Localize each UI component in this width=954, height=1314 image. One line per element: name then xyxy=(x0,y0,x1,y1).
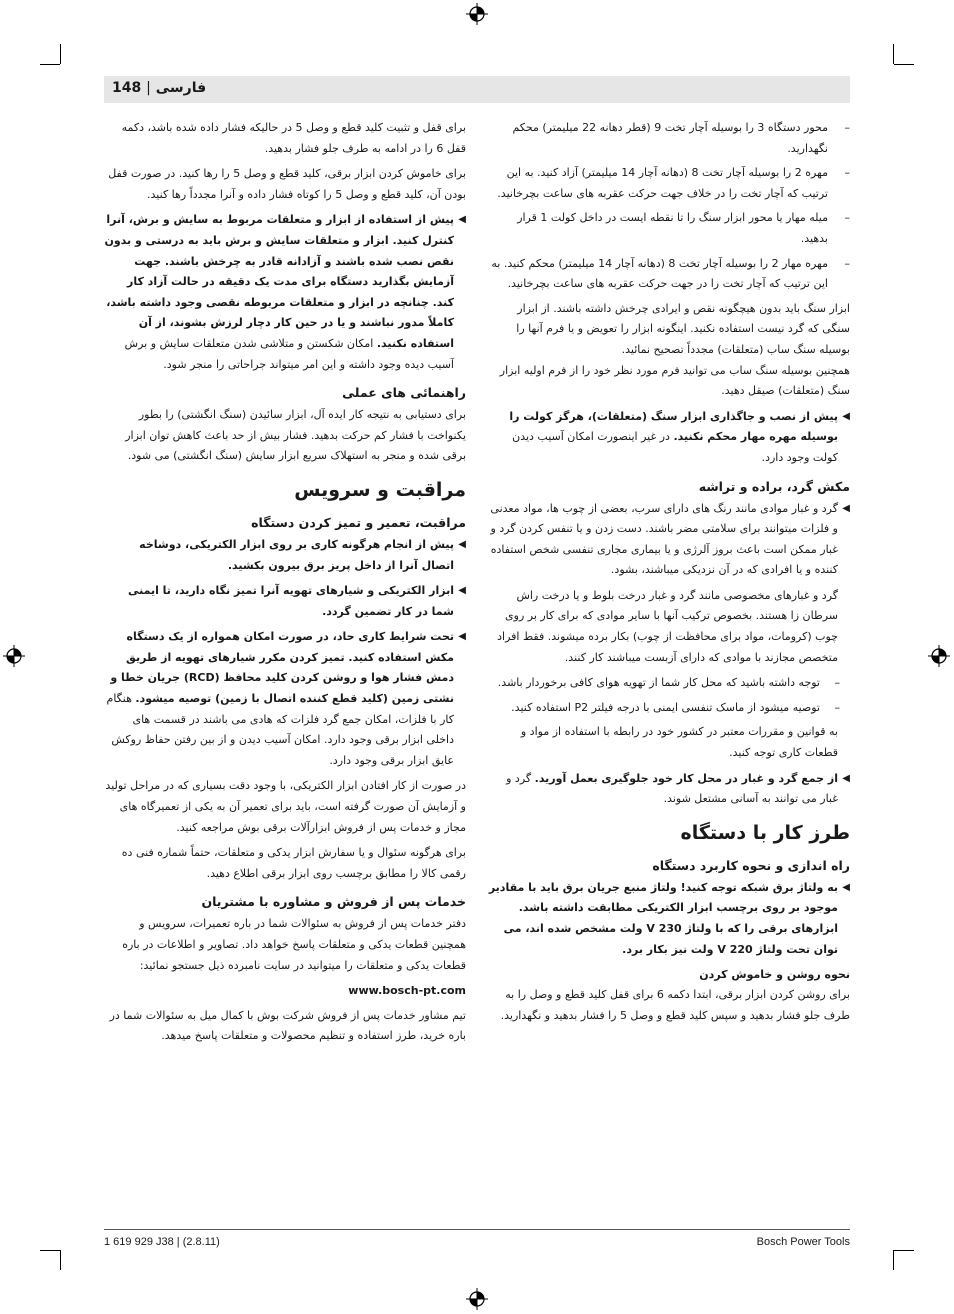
dash-item: – توصیه میشود از ماسک تنفسی ایمنی با درجه فیلتر P2 استفاده کنید. xyxy=(511,700,840,714)
left-column xyxy=(104,118,466,1052)
right-column xyxy=(488,118,850,1031)
section-heading-startup: راه اندازی و نحوه کاربرد دستگاه xyxy=(652,857,850,873)
paragraph-tips: برای دستیابی به نتیجه کار ایده آل، ابزار سائیدن (سنگ انگشتی) را بطور یکنواخت با فشار کم حرکت بدهید. فشار بیش از حد باعث کاهش توان ابزار برقی شده و منجر به استهلاک سریع ابزار سایش (سنگ انگشتی) می شود. xyxy=(125,408,466,463)
registration-mark-icon xyxy=(928,645,950,667)
crop-mark xyxy=(60,44,61,64)
page-header-label xyxy=(112,80,206,96)
footer-brand: Bosch Power Tools xyxy=(756,1236,850,1248)
warning-voltage: ◀ به ولتاژ برق شبکه توجه کنید! ولتاژ منبع جریان برق باید با مقادیر موجود بر روی برچسب ابزار الکتریکی مطابقت داشته باشد. ابزارهای برقی را که با ولتاژ 230 V ولت مشخص شده اند، می توان تحت ولتاژ 220 V ولت نیز بکار برد. xyxy=(488,878,850,960)
paragraph-repair: در صورت از کار افتادن ابزار الکتریکی، با وجود دقت بسیاری که در مراحل تولید و آزمایش آن صورت گرفته است، باید برای تعمیر آن به یکی از تعمیرگاه های مجاز و خدمات پس از فروش ابزارآلات برقی بوش مراجعه کنید. xyxy=(105,779,466,834)
black-triangle-left-icon: ◀ xyxy=(842,772,850,784)
black-triangle-left-icon: ◀ xyxy=(458,538,466,550)
crop-mark xyxy=(894,1250,914,1251)
dash-item: – میله مهار یا محور ابزار سنگ را تا نقطه ایست در داخل کولت 1 قرار بدهید. xyxy=(517,211,850,245)
dash-item: – مهره مهار 2 را بوسیله آچار تخت 8 (دهانه آچار 14 میلیمتر) محکم کنید. به این ترتیب که آچار تخت را در جهت حرکت عقربه های ساعت بچرخانید. xyxy=(491,256,850,291)
subheading-onoff: نحوه روشن و خاموش کردن xyxy=(699,968,850,982)
warning-clean: ◀ ابزار الکتریکی و شیارهای تهویه آنرا تمیز نگاه دارید، تا ایمنی شما در کار تضمین گردد. xyxy=(104,581,466,622)
footer-rule xyxy=(104,1229,850,1230)
warning-unplug: ◀ پیش از انجام هرگونه کاری بر روی ابزار الکتریکی، دوشاخه اتصال آنرا از داخل پریز برق بیرون بکشید. xyxy=(104,535,466,576)
black-triangle-left-icon: ◀ xyxy=(842,881,850,893)
website-url[interactable]: www.bosch-pt.com xyxy=(348,984,466,998)
paragraph-onoff: برای روشن کردن ابزار برقی، ابتدا دکمه 6 برای قفل کلید قطع و وصل را به طرف جلو فشار بدهید و سپس کلید قطع و وصل 5 را فشار بدهید و نگهدارید. xyxy=(500,988,850,1022)
paragraph-lock: برای قفل و تثبیت کلید قطع و وصل 5 در حالیکه فشار داده شده باشد، دکمه قفل 6 را در ادامه به طرف جلو فشار بدهید. xyxy=(121,121,466,155)
header-separator: | xyxy=(146,80,151,96)
paragraph-stone-2: همچنین بوسیله سنگ ساب می توانید فرم مورد نظر خود را از فرم اولیه ابزار سنگ (متعلقات) صیقل دهید. xyxy=(499,363,850,398)
footer-doc-code: 1 619 929 J38 | (2.8.11) xyxy=(104,1236,220,1248)
section-heading-maintenance: مراقبت، تعمیر و تمیز کردن دستگاه xyxy=(251,514,466,530)
dash-item: – مهره 2 را بوسیله آچار تخت 8 (دهانه آچار 14 میلیمتر) آزاد کنید. به این ترتیب که آچار تخت را در خلاف جهت حرکت عقربه های ساعت بچرخانید. xyxy=(497,166,850,200)
crop-mark xyxy=(60,1250,61,1270)
registration-mark-icon xyxy=(3,645,25,667)
page-header xyxy=(104,76,850,103)
paragraph-order: برای هرگونه سئوال و یا سفارش ابزار یدکی و متعلقات، حتماً شماره فنی ده رقمی کالا را مطابق برچسب روی ابزار برقی اطلاع دهید. xyxy=(121,846,466,880)
paragraph-dust-3: به قوانین و مقررات معتبر در کشور خود در رابطه با استفاده از مواد و قطعات کاری توجه کنید. xyxy=(520,725,838,760)
black-triangle-left-icon: ◀ xyxy=(458,214,466,226)
paragraph-dust-2: گرد و غبارهای مخصوصی مانند گرد و غبار درخت بلوط و یا درخت راش سرطان زا هستند. بخصوص ترکیب آنها با سایر موادی که برای کار بر روی چوب (کرومات، مواد برای محافظت از چوب) بکار برده میشوند. فقط افراد متخصص مجازند با موادی که دارای آزبست میباشند کار کنند. xyxy=(497,588,838,664)
crop-mark xyxy=(894,64,914,65)
crop-mark xyxy=(40,64,60,65)
registration-mark-icon xyxy=(466,1288,488,1310)
warning-dust: ◀ از جمع گرد و غبار در محل کار خود جلوگیری بعمل آورید. گرد و غبار می توانند به آسانی مشتعل شوند. xyxy=(488,769,850,810)
header-language: فارسی xyxy=(155,80,207,96)
black-triangle-left-icon: ◀ xyxy=(842,410,850,422)
warning-extraction: ◀ تحت شرایط کاری حاد، در صورت امکان همواره از یک دستگاه مکش استفاده کنید. تمیز کردن مکرر شیارهای تهویه از طریق دمش فشار هوا و روشن کردن کلید محافظ (RCD) جریان خطا و نشتی زمین (کلید قطع کننده اتصال با زمین) توصیه میشود. هنگام کار با فلزات، امکان جمع گرد فلزات که هادی می باشند در قسمت های داخلی ابزار برقی وجود دارد. امکان آسیب دیدن و از بین رفتن حفاظ روکش عایق ابزار برقی وجود دارد. xyxy=(104,627,466,771)
black-triangle-left-icon: ◀ xyxy=(458,585,466,597)
section-title-service: مراقبت و سرویس xyxy=(294,478,466,501)
warning-check: ◀ پیش از استفاده از ابزار و متعلقات مربوط به سایش و برش، آنرا کنترل کنید. ابزار و متعلقات سایش و برش باید به درستی و بدون نقص نصب شده باشند و آزادانه قادر به چرخش باشند. جهت آزمایش بگذارید دستگاه برای مدت یک دقیقه در حالت آزاد کار کند. چنانچه در ابزار و متعلقات مربوطه نقصی وجود داشته باشد، کاملاً مدور نباشند و یا در حین کار دچار لرزش بشوند، از آن استفاده نکنید. امکان شکستن و متلاشی شدن متعلقات سایش و برش آسیب دیده وجود داشته و این امر میتواند جراحاتی را منجر شود. xyxy=(104,210,466,375)
dash-item: – محور دستگاه 3 را بوسیله آچار تخت 9 (قطر دهانه 22 میلیمتر) محکم نگهدارید. xyxy=(512,121,850,155)
dash-item: – توجه داشته باشید که محل کار شما از تهویه هوای کافی برخوردار باشد. xyxy=(497,676,840,690)
crop-mark xyxy=(893,1250,894,1270)
paragraph-aftersales: دفتر خدمات پس از فروش به سئوالات شما در باره تعمیرات، سرویس و همچنین قطعات یدکی و متعلقات پاسخ خواهد داد. تصاویر و اطلاعات در باره قطعات یدکی و متعلقات را میتوانید در سایت نامبرده ذیل جستجو نمائید: xyxy=(122,917,466,972)
registration-mark-icon xyxy=(466,3,488,25)
crop-mark xyxy=(893,44,894,64)
paragraph-off: برای خاموش کردن ابزار برقی، کلید قطع و وصل 5 را رها کنید. در صورت قفل بودن آن، کلید قطع و وصل 5 را کوتاه فشار داده و آنرا مجدداً رها کنید. xyxy=(108,167,466,201)
dust-info: ◀ گرد و غبار موادی مانند رنگ های دارای سرب، بعضی از چوب ها، مواد معدنی و فلزات میتوانند برای سلامتی مضر باشند. دست زدن و یا تنفس کردن گرد و غبار ممکن است باعث بروز آلرژی و یا بیماری مجاری تنفسی شخص استفاده کننده و یا افرادی که در آن نزدیکی میباشند، بشود. xyxy=(488,499,850,581)
paragraph-stone: ابزار سنگ باید بدون هیچگونه نقص و ایرادی چرخش داشته باشند. از ابزار سنگی که گرد نیست استفاده نکنید. اینگونه ابزار را تعویض و یا فرم آنها را بوسیله سنگ ساب (متعلقات) مجدداً تصحیح نمائید. xyxy=(516,301,850,356)
page-number: 148 xyxy=(112,80,142,96)
black-triangle-left-icon: ◀ xyxy=(842,502,850,514)
warning-collet: ◀ پیش از نصب و جاگذاری ابزار سنگ (متعلقات)، هرگز کولت را بوسیله مهره مهار محکم نکنید. در غیر اینصورت امکان آسیب دیدن کولت وجود دارد. xyxy=(488,407,850,469)
section-heading-tips: راهنمائی های عملی xyxy=(342,385,466,401)
paragraph-team: تیم مشاور خدمات پس از فروش شرکت بوش با کمال میل به سئوالات شما در باره خرید، طرز استفاده و تنظیم محصولات و متعلقات پاسخ میدهد. xyxy=(109,1008,466,1043)
crop-mark xyxy=(40,1250,60,1251)
section-heading-dust: مکش گرد، براده و تراشه xyxy=(698,478,850,494)
section-heading-aftersales: خدمات پس از فروش و مشاوره با مشتریان xyxy=(201,894,466,910)
black-triangle-left-icon: ◀ xyxy=(458,631,466,643)
section-title-work: طرز کار با دستگاه xyxy=(680,821,850,844)
